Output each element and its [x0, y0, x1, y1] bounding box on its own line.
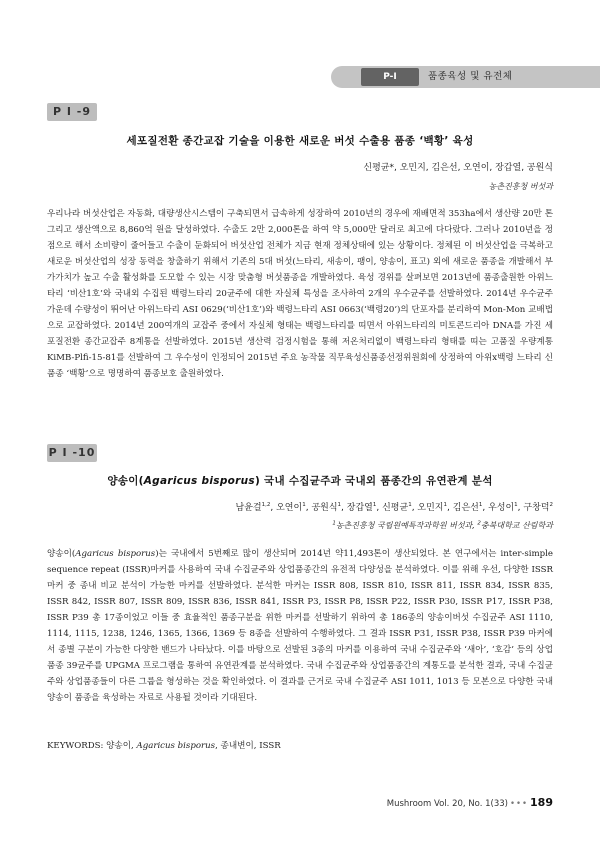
paper-title: 세포질전환 종간교잡 기술을 이용한 새로운 버섯 수출용 품종 ‘백황’ 육성 [126, 135, 474, 147]
section-title: 품종육성 및 유전체 [428, 71, 513, 82]
paper-keywords: KEYWORDS: 양송이, Agaricus bisporus, 종내변이, ISSR [47, 741, 281, 751]
journal-name: Mushroom Vol. 20, No. 1(33) [386, 799, 508, 809]
page-number: 189 [530, 796, 553, 809]
footer-dots: ••• [509, 799, 529, 809]
page-footer [330, 796, 553, 809]
paper-code-badge: P I -10 [47, 444, 97, 462]
paper-title: 양송이(Agaricus bisporus) 국내 수집균주과 국내외 품종간의 유연관계 분석 [107, 475, 493, 487]
paper-affiliation: 농촌진흥청 버섯과 [488, 182, 553, 191]
section-tag: P-I [361, 68, 419, 86]
section-header-bar [331, 66, 600, 88]
paper-abstract: 우리나라 버섯산업은 자동화, 대량생산시스템이 구축되면서 급속하게 성장하여 2010년의 경우에 재배면적 353ha에서 생산량 20만 톤 그리고 생산액으로 8,860억 원을 달성하였다. 수출도 2만 2,000톤을 하여 약 5,000만 달러로 최고에 다다랐다. 그러나 2010년을 정점으로 해서 소비량이 줄어들고 수출이 둔화되어 버섯산업 전체가 지금 현재 정체상태에 있는 상황이다. 정체된 이 버섯산업을 극복하고 새로운 버섯산업의 성장 동력을 창출하기 위해서 기존의 5대 버섯(느타리, 새송이, 팽이, 양송이, 표고) 외에 새로운 품종을 개발해서 부가가치가 높고 수출 활성화를 도모할 수 있는 시장 맞춤형 버섯품종을 개발하였다. 육성 경위를 살펴보면 2013년에 품종출원한 아위느타리 ‘비산1호’와 국내외 수집된 백령느타리 20균주에 대한 자실체 특성을 조사하여 2개의 우수균주를 선발하였다. 2014년 우수균주 가운데 수량성이 뛰어난 아위느타리 ASI 0629(‘비산1호’)와 백령느타리 ASI 0663(‘백령20’)의 단포자를 분리하여 Mon-Mon 교배법으로 교잡하였다. 2014년 200여개의 교잡주 중에서 자실체 형태는 백령느타리를 띠면서 아위느타리의 미토콘드리아 DNA를 가진 세포질전환 종간교잡주 8계통을 선발하였다. 2015년 생산력 검정시험을 통해 저온처리없이 백령느타리 형태를 띠는 고품질 우량계통 KiMB-Plfi-15-81를 선발하여 그 우수성이 인정되어 2015년 주요 농작물 직무육성신품종선정위원회에 상정하여 아위x백령 느타리 신품종 ‘백황’으로 명명하여 품종보호 출원하였다. [47, 209, 553, 379]
paper-code-badge: P I -9 [47, 103, 97, 121]
paper-abstract: 양송이(Agaricus bisporus)는 국내에서 5번째로 많이 생산되며 2014년 약11,493톤이 생산되었다. 본 연구에서는 inter-simple sequence repeat (ISSR)마커를 사용하여 국내 수집균주와 상업품종간의 유전적 다양성을 분석하였다. 이를 위해 우선, 다양한 ISSR마커 중 종내 비교 분석이 가능한 마커를 선발하였다. 분석한 마커는 ISSR 808, ISSR 810, ISSR 811, ISSR 834, ISSR 835, ISSR 842, ISSR 807, ISSR 809, ISSR 836, ISSR 841, ISSR P3, ISSR P8, ISSR P22, ISSR P30, ISSR P17, ISSR P38, ISSR P39 총 17종이었고 이들 중 효율적인 품종구분을 위한 마커를 선발하기 위하여 총 186종의 양송이버섯 수집균주 ASI 1110, 1114, 1115, 1238, 1246, 1365, 1366, 1369 등 8종을 선발하여 수행하였다. 그 결과 ISSR P31, ISSR P38, ISSR P39 마커에서 종별 구분이 가능한 다양한 밴드가 나타났다. 이를 바탕으로 선발된 3종의 마커를 이용하여 국내 수집균주와 ‘새아’, ‘호감’ 등의 상업품종 39균주를 UPGMA 프로그램을 통하여 유연관계를 분석하였다. 국내 수집균주와 상업품종간의 계통도를 분석한 결과, 국내 수집균주와 상업품종들이 다른 그룹을 형성하는 것을 확인하였다. 이 결과를 근거로 국내 수집균주 ASI 1011, 1013 등 모본으로 다양한 국내 양송이 품종을 육성하는 자료로 사용될 것이라 기대된다. [47, 549, 553, 703]
paper-affiliation: $^1$농촌진흥청 국립원예특작과학원 버섯과, $^2$충북대학교 산림학과 [332, 520, 553, 530]
paper-authors: 남윤걸$^{1,2}$, 오연이$^1$, 공원식$^1$, 장갑열$^1$, 신평균$^1$, 오민지$^1$, 김은선$^1$, 우성이$^1$, 구창덕$^2$ [235, 502, 553, 513]
paper-authors: 신평균*, 오민지, 김은선, 오연이, 장갑열, 공원식 [363, 163, 553, 173]
